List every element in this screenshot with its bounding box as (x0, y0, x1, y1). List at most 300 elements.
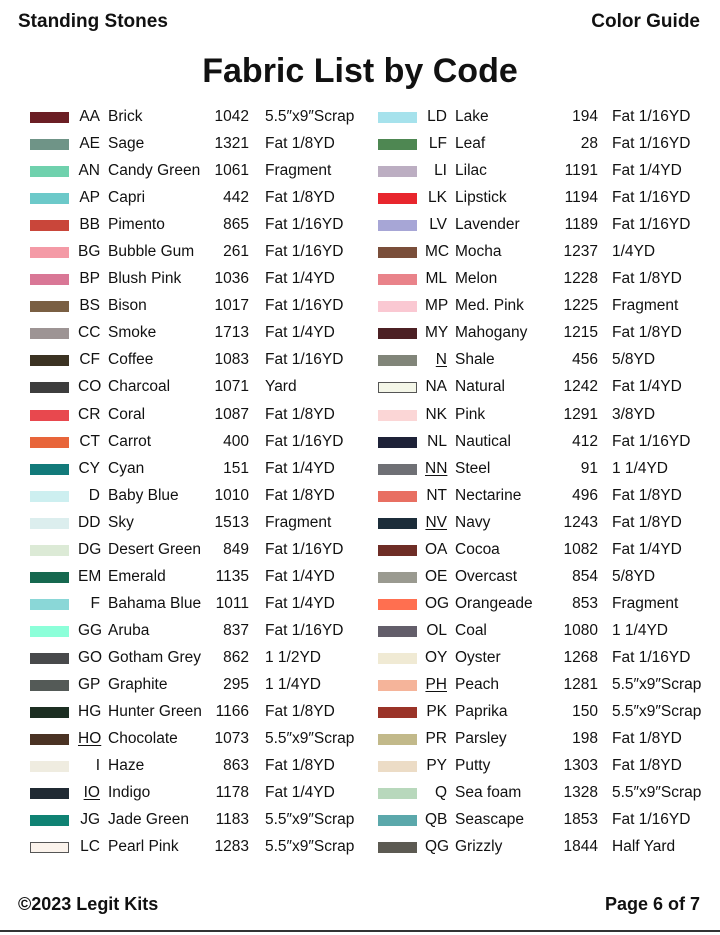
fabric-code: EM (78, 567, 102, 585)
fabric-name: Lipstick (455, 189, 507, 207)
fabric-number: 1194 (564, 189, 598, 207)
color-swatch (30, 491, 69, 502)
fabric-number: 1713 (214, 324, 249, 342)
fabric-name: Carrot (108, 432, 152, 450)
fabric-row (30, 807, 360, 834)
fabric-code: NL (427, 432, 447, 450)
fabric-number: 863 (223, 757, 249, 775)
fabric-row (378, 456, 713, 483)
fabric-amount: 3/8YD (612, 405, 656, 423)
fabric-amount: Fat 1/16YD (612, 216, 691, 234)
color-swatch (378, 139, 417, 150)
fabric-code: AA (79, 108, 100, 125)
fabric-row (378, 320, 713, 347)
fabric-name: Bubble Gum (108, 243, 195, 261)
fabric-amount: Fat 1/8YD (265, 405, 335, 423)
fabric-amount: Fat 1/16YD (265, 540, 344, 558)
fabric-amount: Fat 1/16YD (265, 351, 344, 369)
fabric-row (378, 780, 713, 807)
fabric-row (378, 537, 713, 564)
fabric-amount: Fat 1/8YD (612, 513, 682, 531)
fabric-name: Coral (108, 405, 146, 423)
color-swatch (378, 761, 417, 772)
fabric-name: Pimento (108, 216, 165, 234)
fabric-number: 1303 (563, 757, 598, 775)
color-swatch (30, 788, 69, 799)
fabric-number: 295 (223, 675, 249, 693)
fabric-amount: Fat 1/8YD (612, 270, 682, 288)
fabric-code: NT (426, 486, 447, 504)
fabric-name: Orangeade (455, 594, 533, 612)
fabric-number: 865 (223, 216, 249, 234)
fabric-row (378, 591, 713, 618)
color-swatch (30, 274, 69, 285)
fabric-amount: Fat 1/8YD (265, 703, 335, 721)
fabric-name: Nautical (455, 432, 511, 450)
fabric-code: DG (78, 540, 102, 558)
fabric-name: Desert Green (108, 540, 202, 558)
color-swatch (378, 301, 417, 312)
fabric-name: Gotham Grey (108, 648, 202, 666)
fabric-row (378, 618, 713, 645)
fabric-number: 1166 (215, 703, 249, 721)
color-swatch (378, 410, 417, 421)
fabric-number: 862 (223, 648, 249, 666)
fabric-code: CR (78, 405, 101, 423)
color-swatch (30, 328, 69, 339)
fabric-number: 194 (572, 108, 598, 125)
fabric-code: N (435, 351, 447, 369)
fabric-amount: Fragment (612, 594, 679, 612)
fabric-row (378, 564, 713, 591)
fabric-row (30, 158, 360, 185)
fabric-name: Peach (455, 675, 499, 693)
fabric-code: LF (428, 135, 447, 153)
fabric-amount: Fat 1/8YD (265, 135, 335, 153)
fabric-name: Cocoa (455, 540, 500, 558)
fabric-row (378, 131, 713, 158)
fabric-code: BG (78, 243, 101, 261)
fabric-amount: Fat 1/8YD (265, 189, 335, 207)
fabric-amount: Fragment (612, 297, 679, 315)
fabric-code: GO (78, 648, 103, 666)
fabric-amount: Fragment (265, 162, 332, 180)
fabric-code: CC (78, 324, 101, 342)
fabric-number: 1036 (214, 270, 249, 288)
fabric-row (378, 212, 713, 239)
fabric-number: 1087 (214, 405, 249, 423)
fabric-amount: Fat 1/4YD (265, 270, 335, 288)
fabric-name: Bahama Blue (108, 594, 202, 612)
fabric-number: 496 (572, 486, 598, 504)
fabric-code: ML (425, 270, 447, 288)
fabric-row (30, 510, 360, 537)
fabric-row (30, 672, 360, 699)
color-swatch (378, 815, 417, 826)
color-swatch (378, 626, 417, 637)
fabric-number: 1042 (214, 108, 249, 125)
fabric-code: MY (425, 324, 449, 342)
fabric-amount: Fat 1/16YD (265, 216, 344, 234)
fabric-row (378, 185, 713, 212)
color-swatch (378, 220, 417, 231)
fabric-name: Sage (108, 135, 145, 153)
fabric-amount: Fat 1/8YD (265, 757, 335, 775)
fabric-code: NV (425, 513, 447, 531)
color-swatch (30, 220, 69, 231)
color-swatch (30, 301, 69, 312)
fabric-amount: Half Yard (612, 838, 676, 856)
fabric-number: 91 (580, 459, 598, 477)
color-swatch (378, 112, 417, 123)
fabric-name: Chocolate (108, 730, 178, 748)
fabric-number: 1073 (214, 730, 249, 748)
page-title: Fabric List by Code (202, 52, 518, 90)
fabric-number: 1237 (563, 243, 598, 261)
color-swatch (378, 734, 417, 745)
fabric-number: 412 (572, 432, 598, 450)
fabric-name: Baby Blue (108, 486, 179, 504)
fabric-name: Melon (455, 270, 498, 288)
fabric-code: IO (83, 784, 100, 802)
fabric-code: LD (427, 108, 447, 125)
fabric-code: CY (78, 459, 100, 477)
fabric-amount: 5.5″x9″Scrap (265, 108, 355, 125)
bottom-divider (0, 930, 720, 932)
color-swatch (30, 626, 69, 637)
fabric-row (30, 753, 360, 780)
fabric-code: PK (426, 703, 447, 721)
fabric-code: OG (425, 594, 450, 612)
fabric-row (30, 780, 360, 807)
fabric-name: Bison (108, 297, 147, 315)
fabric-row (378, 510, 713, 537)
fabric-code: LI (434, 162, 447, 180)
color-swatch (30, 599, 69, 610)
fabric-amount: 5.5″x9″Scrap (612, 703, 702, 721)
color-swatch (30, 247, 69, 258)
fabric-number: 1853 (563, 811, 598, 829)
color-swatch (378, 707, 417, 718)
fabric-number: 198 (572, 730, 598, 748)
fabric-amount: 5.5″x9″Scrap (265, 838, 355, 856)
fabric-code: BS (79, 297, 100, 315)
fabric-number: 400 (223, 432, 249, 450)
fabric-number: 1281 (563, 675, 598, 693)
fabric-name: Hunter Green (108, 703, 202, 721)
fabric-number: 1328 (563, 784, 598, 802)
fabric-row (30, 374, 360, 401)
fabric-code: QB (425, 811, 448, 829)
fabric-amount: 1 1/4YD (265, 675, 322, 693)
color-swatch (378, 518, 417, 529)
fabric-code: NA (425, 378, 447, 396)
fabric-amount: Fat 1/8YD (612, 757, 682, 775)
color-swatch (30, 139, 69, 150)
color-swatch (378, 842, 417, 853)
fabric-row (378, 347, 713, 374)
fabric-code: QG (425, 838, 450, 856)
fabric-name: Capri (108, 189, 146, 207)
fabric-name: Haze (108, 757, 145, 775)
fabric-number: 151 (223, 459, 249, 477)
fabric-number: 1189 (564, 216, 598, 234)
fabric-row (378, 158, 713, 185)
color-swatch (30, 410, 69, 421)
fabric-code: HO (78, 730, 102, 748)
color-swatch (378, 166, 417, 177)
fabric-row (30, 347, 360, 374)
fabric-row (378, 483, 713, 510)
color-swatch (30, 166, 69, 177)
fabric-name: Smoke (108, 324, 157, 342)
fabric-amount: Fat 1/16YD (265, 621, 344, 639)
fabric-code: JG (80, 811, 100, 829)
fabric-name: Blush Pink (108, 270, 182, 288)
fabric-amount: Fat 1/4YD (265, 567, 335, 585)
color-swatch (30, 842, 69, 853)
fabric-name: Coal (455, 621, 487, 639)
fabric-number: 1183 (215, 811, 249, 829)
fabric-code: AP (79, 189, 100, 207)
fabric-number: 442 (223, 189, 249, 207)
fabric-code: D (88, 486, 100, 504)
fabric-row (30, 591, 360, 618)
fabric-amount: Fat 1/16YD (265, 243, 344, 261)
fabric-row (30, 239, 360, 266)
fabric-row (378, 726, 713, 753)
footer-copyright: ©2023 Legit Kits (18, 894, 159, 914)
fabric-number: 1215 (563, 324, 598, 342)
color-swatch (30, 464, 69, 475)
fabric-name: Emerald (108, 567, 166, 585)
fabric-name: Cyan (108, 459, 145, 477)
fabric-number: 1243 (563, 513, 598, 531)
fabric-row (30, 212, 360, 239)
fabric-row (30, 266, 360, 293)
fabric-name: Putty (455, 757, 491, 775)
color-swatch (30, 193, 69, 204)
fabric-amount: Fat 1/16YD (612, 135, 691, 153)
color-swatch (378, 328, 417, 339)
color-swatch (378, 247, 417, 258)
fabric-code: LK (428, 189, 447, 207)
fabric-number: 1844 (563, 838, 598, 856)
fabric-code: Q (434, 784, 447, 802)
fabric-amount: 5.5″x9″Scrap (612, 784, 702, 802)
color-swatch (378, 599, 417, 610)
color-swatch (30, 437, 69, 448)
fabric-name: Steel (455, 459, 491, 477)
color-swatch (30, 518, 69, 529)
fabric-code: I (95, 757, 100, 775)
fabric-code: PY (426, 757, 447, 775)
fabric-amount: Fat 1/4YD (265, 784, 335, 802)
color-swatch (30, 653, 69, 664)
header-project-title: Standing Stones (18, 11, 168, 32)
color-swatch (378, 491, 417, 502)
fabric-amount: Fat 1/4YD (265, 459, 335, 477)
color-swatch (378, 653, 417, 664)
fabric-row (30, 293, 360, 320)
color-swatch (378, 464, 417, 475)
fabric-row (30, 402, 360, 429)
fabric-name: Shale (455, 351, 495, 369)
color-swatch (30, 761, 69, 772)
fabric-number: 854 (572, 567, 598, 585)
fabric-amount: Fat 1/16YD (265, 432, 344, 450)
fabric-row (378, 239, 713, 266)
fabric-amount: 5.5″x9″Scrap (265, 811, 355, 829)
fabric-name: Jade Green (108, 811, 189, 829)
fabric-row (30, 185, 360, 212)
footer-page-number: Page 6 of 7 (604, 894, 700, 914)
fabric-row (378, 834, 713, 861)
fabric-row (30, 618, 360, 645)
color-swatch (30, 815, 69, 826)
fabric-code: OY (425, 648, 448, 666)
fabric-code: OA (425, 540, 448, 558)
fabric-amount: Fat 1/4YD (612, 540, 682, 558)
color-swatch (378, 382, 417, 393)
fabric-code: LC (80, 838, 100, 856)
color-swatch (30, 707, 69, 718)
fabric-row (30, 104, 360, 131)
fabric-code: MP (425, 297, 449, 315)
fabric-name: Paprika (455, 703, 508, 721)
fabric-code: GG (78, 621, 103, 639)
fabric-amount: Fat 1/4YD (612, 378, 682, 396)
fabric-number: 1191 (564, 162, 598, 180)
fabric-amount: 5.5″x9″Scrap (612, 675, 702, 693)
fabric-name: Leaf (455, 135, 486, 153)
fabric-row (378, 293, 713, 320)
fabric-row (30, 699, 360, 726)
fabric-code: PH (425, 675, 447, 693)
color-swatch (378, 274, 417, 285)
fabric-number: 1083 (214, 351, 249, 369)
color-swatch (30, 545, 69, 556)
fabric-row (30, 131, 360, 158)
fabric-name: Natural (455, 378, 505, 396)
fabric-number: 1228 (563, 270, 598, 288)
fabric-code: DD (78, 513, 101, 531)
color-swatch (378, 680, 417, 691)
fabric-code: F (90, 594, 100, 612)
fabric-amount: Fat 1/8YD (612, 730, 682, 748)
fabric-row (378, 104, 713, 131)
fabric-number: 1268 (563, 648, 598, 666)
fabric-amount: Fat 1/16YD (612, 811, 691, 829)
fabric-code: NK (425, 405, 447, 423)
fabric-row (378, 807, 713, 834)
fabric-amount: Fat 1/4YD (612, 162, 682, 180)
fabric-amount: Fat 1/4YD (265, 594, 335, 612)
fabric-number: 456 (572, 351, 598, 369)
fabric-number: 1178 (215, 784, 249, 802)
fabric-amount: 1 1/2YD (265, 648, 322, 666)
fabric-row (378, 753, 713, 780)
fabric-number: 837 (223, 621, 249, 639)
fabric-code: PR (425, 730, 447, 748)
fabric-amount: Fat 1/8YD (265, 486, 335, 504)
fabric-name: Grizzly (455, 838, 503, 856)
fabric-number: 849 (223, 540, 249, 558)
fabric-name: Sky (108, 513, 134, 531)
fabric-name: Lavender (455, 216, 520, 234)
fabric-name: Lilac (455, 162, 487, 180)
fabric-name: Aruba (108, 621, 150, 639)
color-swatch (30, 355, 69, 366)
fabric-row (30, 320, 360, 347)
fabric-number: 1225 (563, 297, 598, 315)
color-swatch (30, 734, 69, 745)
fabric-amount: 1 1/4YD (612, 621, 669, 639)
fabric-row (30, 564, 360, 591)
fabric-code: NN (425, 459, 448, 477)
fabric-number: 1080 (563, 621, 598, 639)
fabric-name: Candy Green (108, 162, 201, 180)
fabric-row (30, 834, 360, 861)
fabric-number: 1291 (563, 405, 598, 423)
fabric-row (30, 726, 360, 753)
fabric-code: MC (425, 243, 450, 261)
fabric-name: Indigo (108, 784, 151, 802)
fabric-name: Charcoal (108, 378, 171, 396)
fabric-name: Pearl Pink (108, 838, 179, 856)
fabric-list-left-column (30, 104, 360, 861)
fabric-name: Navy (455, 513, 491, 531)
fabric-number: 1283 (214, 838, 249, 856)
fabric-amount: Fat 1/8YD (612, 486, 682, 504)
color-swatch (378, 788, 417, 799)
fabric-amount: 1 1/4YD (612, 459, 669, 477)
fabric-row (378, 699, 713, 726)
fabric-row (378, 672, 713, 699)
fabric-name: Pink (455, 405, 486, 423)
color-swatch (30, 680, 69, 691)
fabric-code: CF (79, 351, 100, 369)
fabric-amount: 5/8YD (612, 567, 656, 585)
fabric-name: Mahogany (455, 324, 528, 342)
fabric-row (30, 537, 360, 564)
fabric-name: Lake (455, 108, 489, 125)
color-swatch (30, 572, 69, 583)
fabric-name: Overcast (455, 567, 518, 585)
fabric-name: Oyster (455, 648, 501, 666)
fabric-number: 261 (223, 243, 249, 261)
fabric-name: Brick (108, 108, 143, 125)
fabric-row (30, 483, 360, 510)
fabric-row (378, 374, 713, 401)
color-swatch (378, 193, 417, 204)
fabric-name: Parsley (455, 730, 507, 748)
fabric-name: Mocha (455, 243, 502, 261)
fabric-amount: Yard (265, 378, 297, 396)
fabric-name: Seascape (455, 811, 524, 829)
fabric-amount: 5/8YD (612, 351, 656, 369)
fabric-code: CO (78, 378, 102, 396)
fabric-code: AE (79, 135, 100, 153)
fabric-number: 150 (572, 703, 598, 721)
fabric-number: 1061 (214, 162, 249, 180)
fabric-row (30, 429, 360, 456)
fabric-code: LV (429, 216, 447, 234)
fabric-amount: Fat 1/16YD (265, 297, 344, 315)
fabric-name: Med. Pink (455, 297, 524, 315)
fabric-row (378, 402, 713, 429)
fabric-amount: Fat 1/8YD (612, 324, 682, 342)
